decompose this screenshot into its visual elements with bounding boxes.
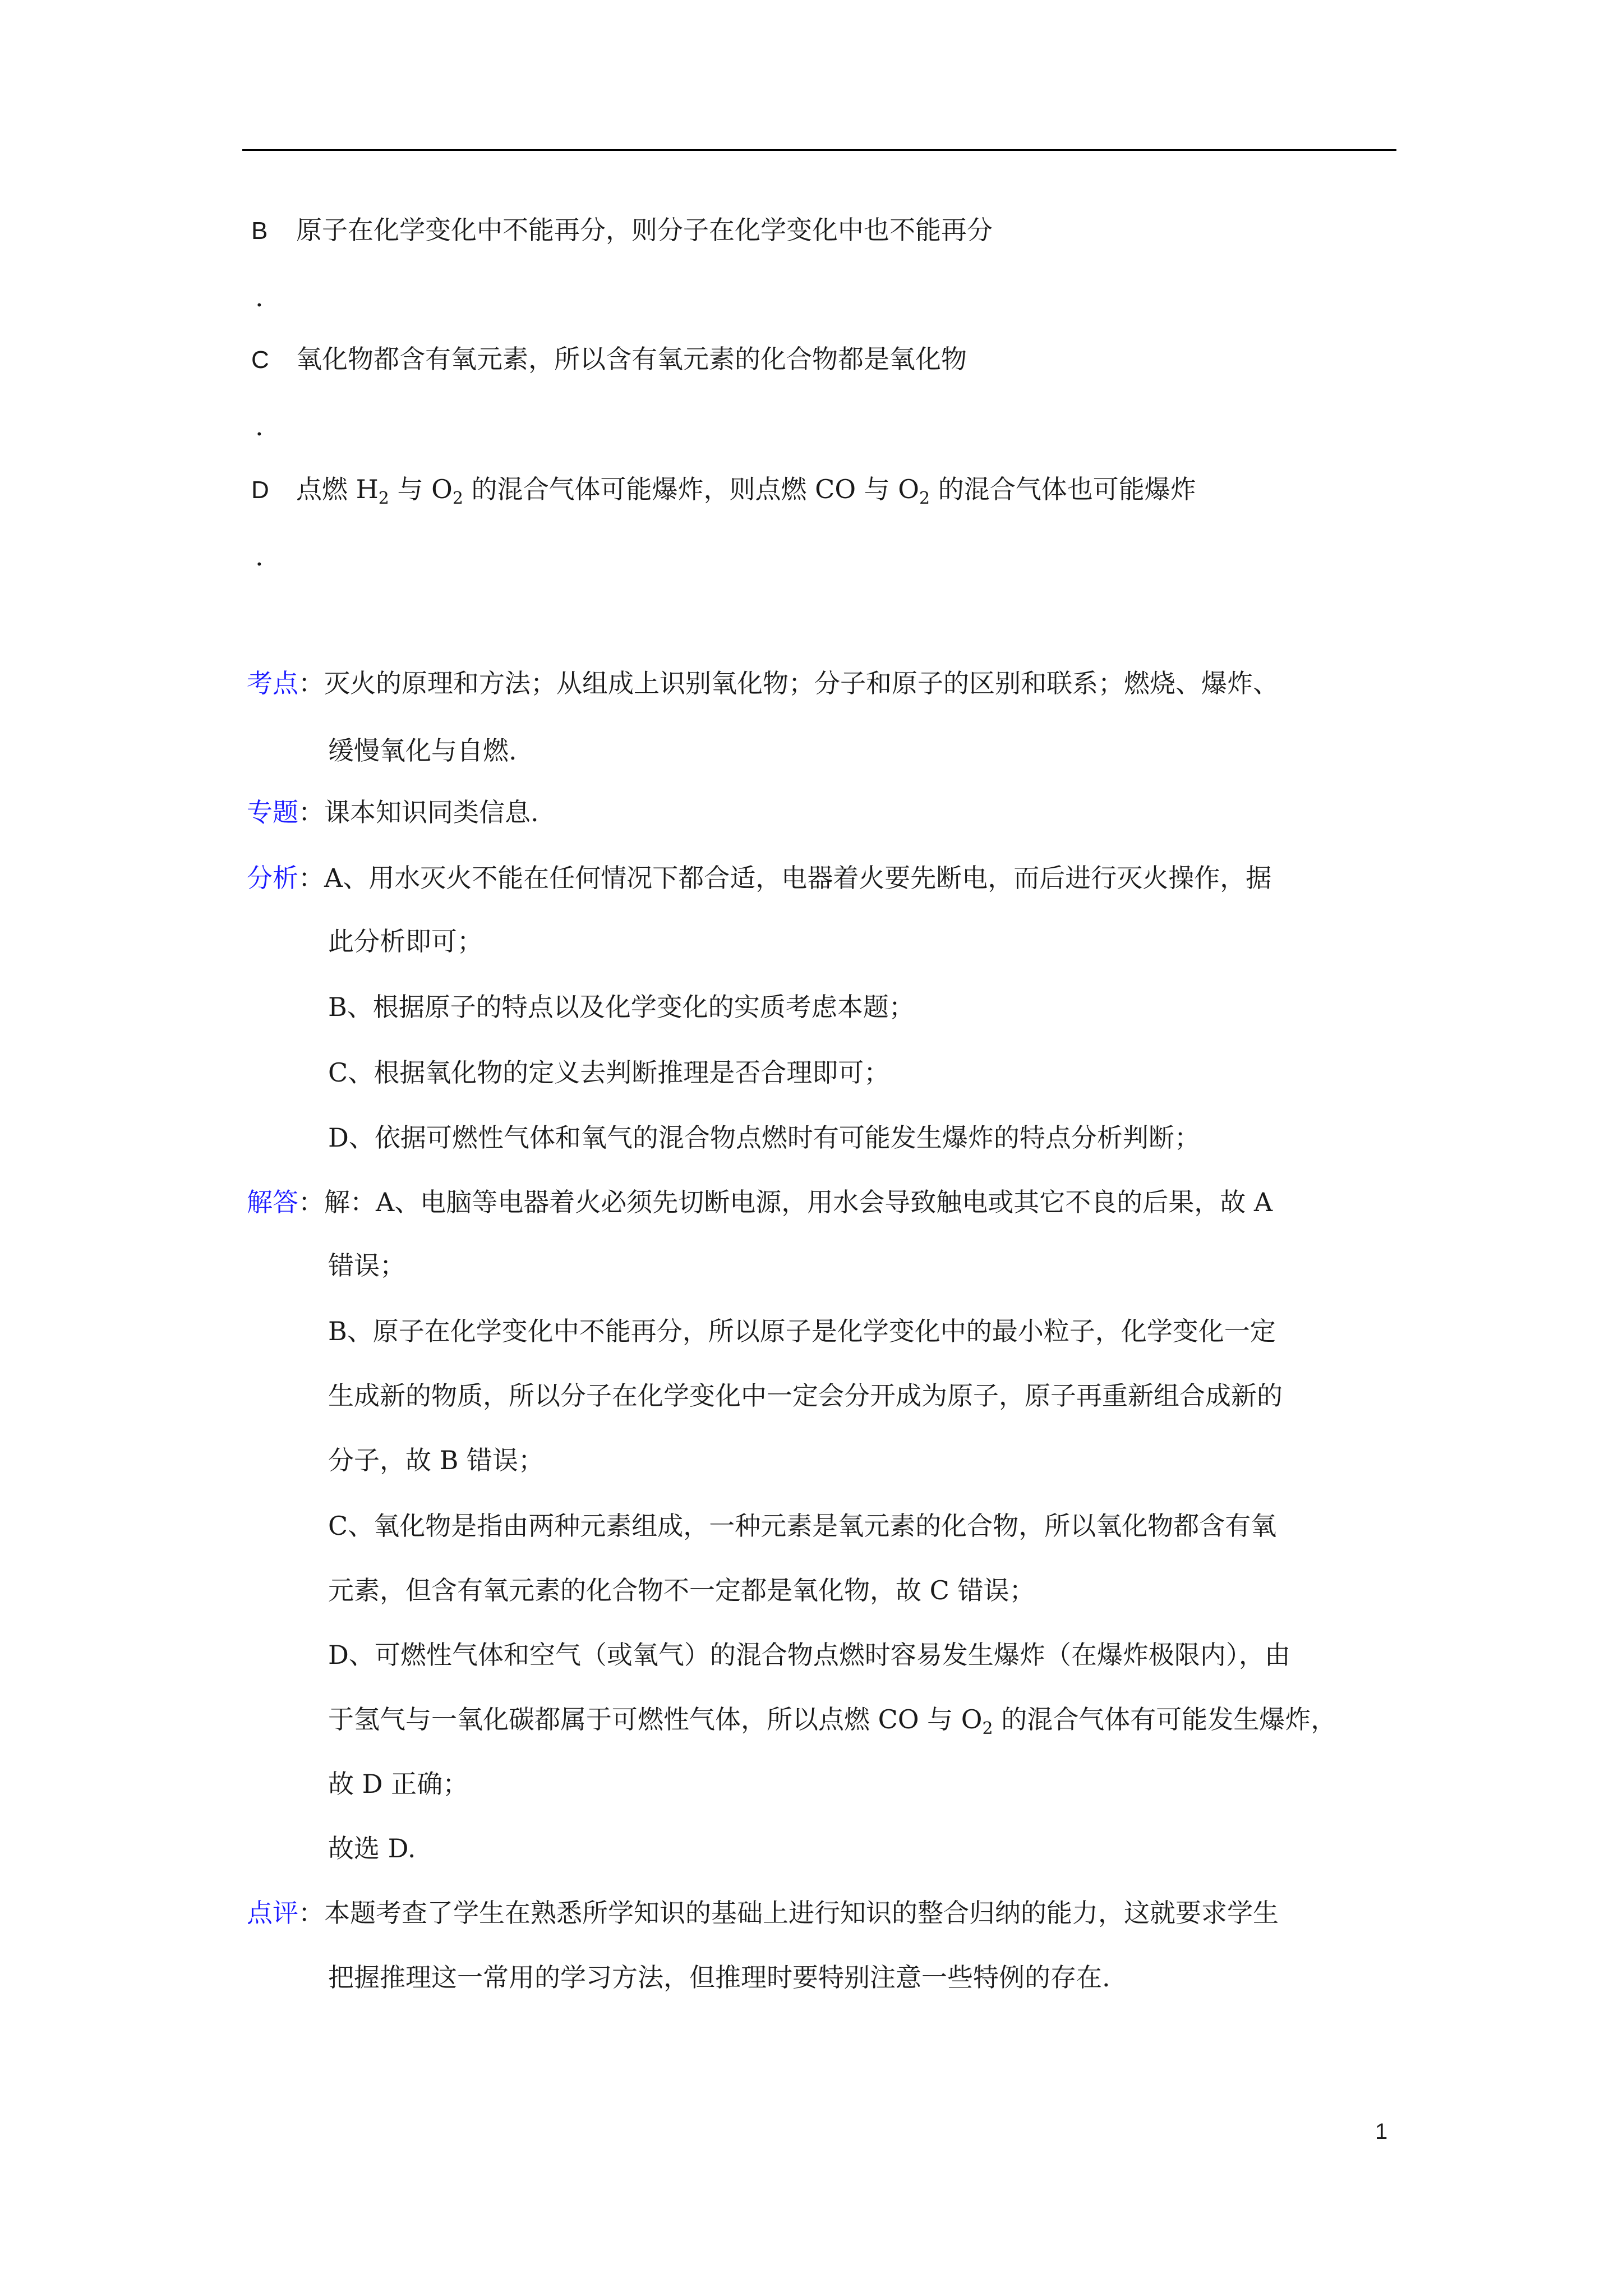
fenxi-line-2: 此分析即可；	[328, 926, 483, 956]
jieda-line-2: 错误；	[328, 1250, 405, 1281]
jieda-label: 解答	[247, 1187, 298, 1217]
option-b-dot: .	[255, 282, 264, 312]
fenxi-colon: ：	[298, 863, 324, 893]
dianping-line-1	[247, 1896, 1279, 1930]
option-b	[251, 213, 993, 248]
jieda-text-1: 解：A、电脑等电器着火必须先切断电源，用水会导致触电或其它不良的后果，故 A	[324, 1187, 1273, 1217]
jieda-line-3: B、原子在化学变化中不能再分，所以原子是化学变化中的最小粒子，化学变化一定	[328, 1316, 1276, 1346]
zhuanti-line	[247, 795, 539, 829]
option-d-letter: D	[251, 476, 269, 504]
dianping-label: 点评	[247, 1898, 298, 1928]
fenxi-text-1: A、用水灭火不能在任何情况下都合适，电器着火要先断电，而后进行灭火操作，据	[324, 863, 1272, 893]
zhuanti-text: 课本知识同类信息.	[324, 797, 539, 827]
kaodian-colon: ：	[298, 668, 324, 698]
option-b-text: 原子在化学变化中不能再分，则分子在化学变化中也不能再分	[296, 215, 993, 245]
option-d-dot: .	[255, 541, 264, 572]
jieda-line-6: C、氧化物是指由两种元素组成，一种元素是氧元素的化合物，所以氧化物都含有氧	[328, 1511, 1277, 1541]
kaodian-line-2: 缓慢氧化与自燃.	[328, 735, 517, 766]
option-d-sub-2: 2	[452, 489, 463, 508]
jieda-line-5: 分子，故 B 错误；	[328, 1445, 545, 1475]
fenxi-line-5: D、依据可燃性气体和氧气的混合物点燃时有可能发生爆炸的特点分析判断；	[328, 1122, 1200, 1153]
option-d-text-2: 与 O	[389, 474, 453, 504]
fenxi-line-3: B、根据原子的特点以及化学变化的实质考虑本题；	[328, 992, 915, 1022]
option-d-text-3: 的混合气体可能爆炸，则点燃 CO 与 O	[463, 474, 920, 504]
option-d-sub-1: 2	[378, 489, 389, 508]
jieda-line-7: 元素，但含有氧元素的化合物不一定都是氧化物，故 C 错误；	[328, 1575, 1035, 1605]
fenxi-line-1	[247, 861, 1271, 895]
option-c-text: 氧化物都含有氧元素，所以含有氧元素的化合物都是氧化物	[296, 344, 967, 374]
kaodian-label: 考点	[247, 668, 298, 698]
jieda-text-9a: 于氢气与一氧化碳都属于可燃性气体，所以点燃 CO 与 O	[328, 1704, 983, 1734]
option-c	[251, 342, 967, 377]
jieda-colon: ：	[298, 1187, 324, 1217]
zhuanti-colon: ：	[298, 797, 324, 827]
kaodian-line-1	[247, 666, 1279, 700]
jieda-text-9b: 的混合气体有可能发生爆炸，	[993, 1704, 1337, 1734]
dianping-line-2: 把握推理这一常用的学习方法，但推理时要特别注意一些特例的存在.	[328, 1962, 1110, 1993]
zhuanti-label: 专题	[247, 797, 298, 827]
option-d-text-4: 的混合气体也可能爆炸	[930, 474, 1196, 504]
page-number: 1	[1375, 2119, 1388, 2144]
jieda-line-4: 生成新的物质，所以分子在化学变化中一定会分开成为原子，原子再重新组合成新的	[328, 1381, 1283, 1411]
jieda-line-10: 故 D 正确；	[328, 1769, 469, 1799]
jieda-line-9	[328, 1703, 1336, 1746]
jieda-line-1	[247, 1185, 1272, 1219]
jieda-line-8: D、可燃性气体和空气（或氧气）的混合物点燃时容易发生爆炸（在爆炸极限内），由	[328, 1640, 1290, 1670]
option-d-sub-3: 2	[919, 489, 930, 508]
option-c-dot: .	[255, 411, 264, 441]
jieda-sub-9: 2	[982, 1719, 993, 1738]
jieda-line-11: 故选 D.	[328, 1833, 416, 1864]
fenxi-line-4: C、根据氧化物的定义去判断推理是否合理即可；	[328, 1057, 890, 1088]
fenxi-label: 分析	[247, 863, 298, 893]
kaodian-text-1: 灭火的原理和方法；从组成上识别氧化物；分子和原子的区别和联系；燃烧、爆炸、	[324, 668, 1279, 698]
option-d-text-1: 点燃 H	[296, 474, 379, 504]
option-b-letter: B	[251, 217, 268, 245]
dianping-text-1: 本题考查了学生在熟悉所学知识的基础上进行知识的整合归纳的能力，这就要求学生	[324, 1898, 1279, 1928]
option-c-letter: C	[251, 346, 269, 374]
header-rule	[242, 149, 1396, 151]
dianping-colon: ：	[298, 1898, 324, 1928]
option-d	[251, 472, 1196, 516]
